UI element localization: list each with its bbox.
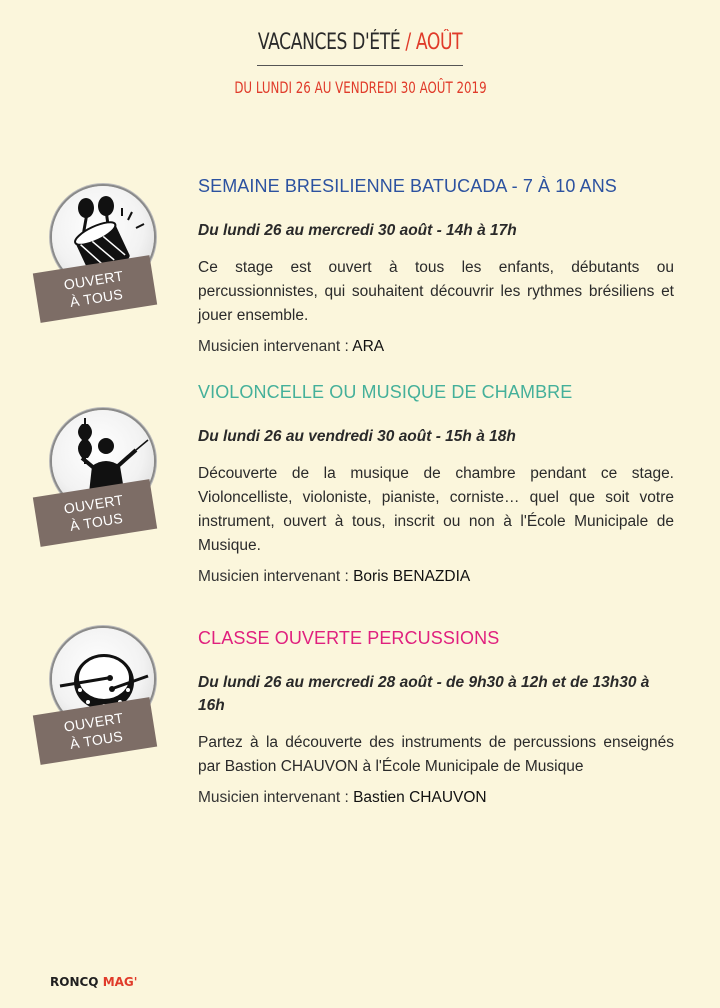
page-subtitle: DU LUNDI 26 AU VENDREDI 30 AOÛT 2019 [233, 78, 487, 97]
badge [36, 628, 166, 778]
musician-name: Bastien CHAUVON [353, 789, 487, 806]
section-heading: SEMAINE BRESILIENNE BATUCADA - 7 À 10 ANS [198, 176, 617, 196]
ribbon-line-1: OUVERT [62, 267, 125, 293]
section-heading: VIOLONCELLE OU MUSIQUE DE CHAMBRE [198, 382, 573, 402]
section-heading: CLASSE OUVERTE PERCUSSIONS [198, 628, 500, 648]
musician-label: Musicien intervenant : [198, 338, 349, 355]
section-content [198, 176, 674, 356]
musician-label: Musicien intervenant : [198, 789, 349, 806]
page-header [0, 30, 720, 98]
musician-line [198, 338, 674, 356]
musician-line [198, 789, 674, 807]
title-divider [257, 65, 463, 66]
musician-name: Boris BENAZDIA [353, 568, 471, 585]
section-dates: Du lundi 26 au mercredi 30 août - 14h à 17h [198, 222, 517, 239]
footer-brand-b: MAG' [102, 975, 138, 989]
badge [36, 186, 166, 336]
musician-name: ARA [352, 338, 385, 355]
title-separator: / [405, 30, 411, 55]
page-title [258, 30, 462, 55]
title-month: AOÛT [415, 30, 463, 55]
section-description: Partez à la découverte des instruments de percussions enseignés par Bastion CHAUVON à l'École Municipale de Musique [198, 734, 674, 775]
section-description: Découverte de la musique de chambre pendant ce stage. Violoncelliste, violoniste, pianiste, corniste… quel que soit votre instrument, ouvert à tous, inscrit ou non à l'École Municipale de Musique. [198, 465, 674, 554]
section-dates: Du lundi 26 au vendredi 30 août - 15h à 18h [198, 428, 516, 445]
ribbon-line-1: OUVERT [62, 491, 125, 517]
section-content [198, 628, 674, 807]
title-main: VACANCES D'ÉTÉ [257, 30, 401, 55]
footer-brand-a: RONCQ [50, 975, 99, 989]
footer-brand [50, 975, 137, 989]
ribbon-line-2: À TOUS [68, 285, 125, 310]
musician-line [198, 568, 674, 586]
section-description: Ce stage est ouvert à tous les enfants, débutants ou percussionnistes, qui souhaitent découvrir les rythmes brésiliens et jouer ensemble. [198, 259, 674, 324]
musician-label: Musicien intervenant : [198, 568, 349, 585]
ribbon-line-2: À TOUS [68, 509, 125, 534]
badge [36, 410, 166, 560]
section-content [198, 382, 674, 586]
section-dates: Du lundi 26 au mercredi 28 août - de 9h30 à 12h et de 13h30 à 16h [198, 674, 650, 714]
ribbon-line-2: À TOUS [68, 727, 125, 752]
ribbon-line-1: OUVERT [62, 709, 125, 735]
